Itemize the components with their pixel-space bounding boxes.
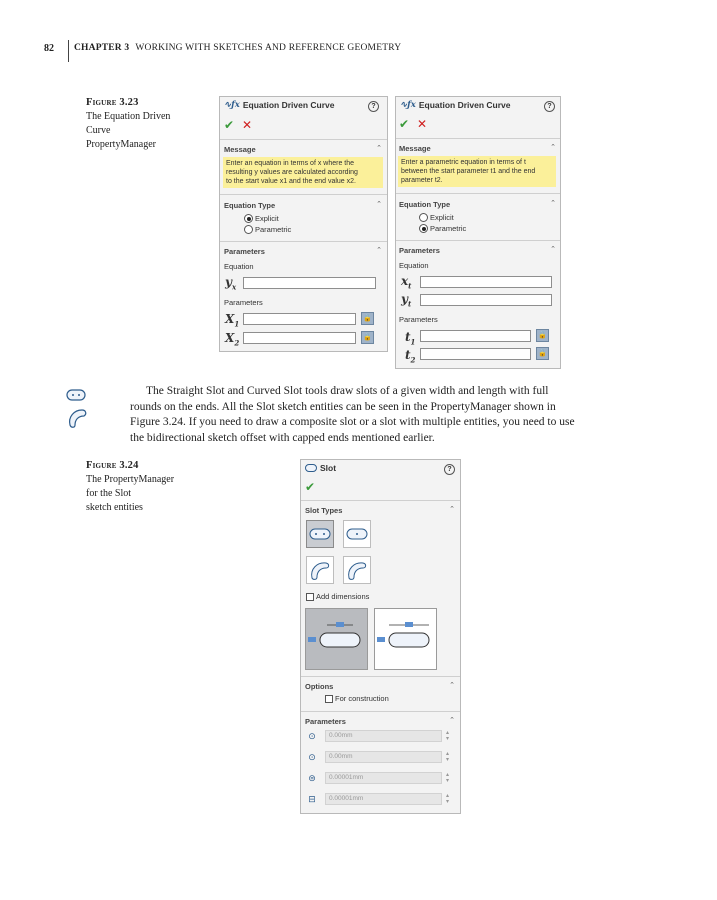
equation-type-heading: Equation Type: [399, 200, 451, 209]
spinner-icon[interactable]: ▴ ▾: [446, 751, 450, 763]
cancel-button[interactable]: ✕: [242, 118, 253, 132]
straight-slot-icon: [66, 389, 86, 401]
paragraph-line: rounds on the ends. All the Slot sketch entities can be seen in the PropertyManager shown in: [130, 400, 556, 413]
parameters-label: Parameters: [224, 298, 263, 307]
ok-button[interactable]: ✔: [224, 118, 235, 132]
message-line: to the start value x1 and the end value x2.: [226, 178, 356, 185]
help-icon[interactable]: ?: [544, 101, 555, 112]
message-heading: Message: [399, 144, 431, 153]
slot-types-heading: Slot Types: [305, 506, 343, 515]
slot-width-input[interactable]: 0.00001mm: [325, 772, 442, 784]
parameters-label: Parameters: [399, 315, 438, 324]
parametric-label: Parametric: [255, 225, 292, 234]
collapse-icon[interactable]: ⌃: [550, 200, 556, 207]
figure-label: Figure 3.24: [86, 460, 139, 471]
panel-title: [400, 100, 511, 110]
panel-title-text: Equation Driven Curve: [242, 100, 335, 110]
message-heading: Message: [224, 145, 256, 154]
straight-slot-icon: [307, 521, 333, 547]
explicit-label: Explicit: [255, 214, 279, 223]
yx-equation-input[interactable]: [243, 277, 376, 289]
yt-equation-input[interactable]: [420, 294, 552, 306]
caption-line: The PropertyManager: [86, 474, 175, 485]
spinner-icon[interactable]: ▴ ▾: [446, 772, 450, 784]
collapse-icon[interactable]: ⌃: [449, 682, 455, 689]
parametric-radio[interactable]: [244, 225, 253, 234]
3point-arc-slot-button[interactable]: [306, 556, 334, 584]
collapse-icon[interactable]: ⌃: [376, 201, 382, 208]
caption-line: The Equation Driven: [86, 111, 171, 122]
collapse-icon[interactable]: ⌃: [376, 145, 382, 152]
for-construction-checkbox[interactable]: [325, 695, 333, 703]
panel-title: [224, 100, 335, 110]
panel-title-text: Equation Driven Curve: [418, 100, 511, 110]
caption-line: PropertyManager: [86, 139, 156, 150]
help-icon[interactable]: ?: [368, 101, 379, 112]
t2-symbol: $t_2$: [405, 348, 416, 365]
message-line: between the start parameter t1 and the end: [401, 168, 536, 175]
3point-arc-slot-icon: [307, 557, 333, 583]
cancel-button[interactable]: ✕: [417, 117, 428, 131]
caption-line: sketch entities: [86, 502, 143, 513]
ok-button[interactable]: ✔: [305, 480, 316, 494]
panel-title: [305, 463, 336, 473]
equation-label: Equation: [399, 261, 429, 270]
options-heading: Options: [305, 682, 334, 691]
slot-length-icon: ⊟: [308, 794, 316, 804]
caption-line: for the Slot: [86, 488, 131, 499]
equation-driven-curve-panel-parametric: [395, 96, 561, 369]
t1-input[interactable]: [420, 330, 531, 342]
running-header: [74, 43, 401, 53]
message-line: Enter a parametric equation in terms of t: [401, 159, 526, 166]
curved-slot-icon: [66, 407, 88, 429]
message-box: [223, 157, 383, 188]
explicit-label: Explicit: [430, 213, 454, 222]
center-x-icon: ⊙: [308, 731, 316, 741]
paragraph-line: The Straight Slot and Curved Slot tools draw slots of a given width and length with full: [146, 385, 549, 397]
figure-3-24-caption: [86, 459, 174, 515]
x2-input[interactable]: [243, 332, 356, 344]
collapse-icon[interactable]: ⌃: [376, 247, 382, 254]
spinner-icon[interactable]: ▴ ▾: [446, 730, 450, 742]
center-y-input[interactable]: 0.00mm: [325, 751, 442, 763]
for-construction-label: For construction: [335, 694, 389, 703]
center-to-center-slot-icon: [306, 609, 367, 669]
straight-slot-button[interactable]: [306, 520, 334, 548]
panel-title-text: Slot: [320, 463, 337, 473]
lock-icon[interactable]: 🔒: [361, 331, 374, 344]
centerpoint-straight-slot-icon: [344, 521, 370, 547]
slot-width-icon: ⊜: [308, 773, 316, 783]
centerpoint-arc-slot-button[interactable]: [343, 556, 371, 584]
figure-3-23-caption: [86, 96, 170, 152]
xt-symbol: $x_t$: [401, 274, 412, 291]
centerpoint-arc-slot-icon: [344, 557, 370, 583]
figure-label: Figure 3.23: [86, 97, 139, 108]
x1-symbol: $X_1$: [225, 312, 240, 329]
xt-equation-input[interactable]: [420, 276, 552, 288]
explicit-radio[interactable]: [419, 213, 428, 222]
message-line: Enter an equation in terms of x where the: [226, 160, 355, 167]
add-dimensions-checkbox[interactable]: [306, 593, 314, 601]
parametric-radio[interactable]: [419, 224, 428, 233]
parameters-heading: Parameters: [399, 246, 440, 255]
paragraph-line: the bidirectional sketch offset with capped ends mentioned earlier.: [130, 431, 435, 444]
slot-icon: [305, 464, 317, 472]
message-line: parameter t2.: [401, 177, 443, 184]
caption-line: Curve: [86, 125, 111, 136]
header-divider: [68, 40, 69, 62]
parametric-label: Parametric: [430, 224, 467, 233]
x2-symbol: $X_2$: [225, 331, 240, 348]
help-icon[interactable]: ?: [444, 464, 455, 475]
lock-icon[interactable]: 🔒: [536, 347, 549, 360]
paragraph-line: Figure 3.24. If you need to draw a composite slot or a slot with multiple entities, you need to use: [130, 416, 575, 428]
explicit-radio[interactable]: [244, 214, 253, 223]
parameters-heading: Parameters: [224, 247, 265, 256]
body-paragraph: [130, 384, 660, 446]
message-line: resulting y values are calculated according: [226, 169, 358, 176]
equation-label: Equation: [224, 262, 254, 271]
collapse-icon[interactable]: ⌃: [550, 144, 556, 151]
lock-icon[interactable]: 🔒: [361, 312, 374, 325]
center-x-input[interactable]: 0.00mm: [325, 730, 442, 742]
overall-length-option[interactable]: [374, 608, 437, 670]
chapter-title: WORKING WITH SKETCHES AND REFERENCE GEOMETRY: [135, 43, 402, 53]
yt-symbol: $y_t$: [401, 292, 412, 309]
slot-length-input[interactable]: 0.00001mm: [325, 793, 442, 805]
collapse-icon[interactable]: ⌃: [449, 717, 455, 724]
center-to-center-option[interactable]: [305, 608, 368, 670]
page-number: 82: [44, 43, 54, 54]
lock-icon[interactable]: 🔒: [536, 329, 549, 342]
add-dimensions-label: Add dimensions: [316, 592, 370, 601]
message-box: [398, 156, 556, 187]
overall-length-slot-icon: [375, 609, 436, 669]
center-y-icon: ⊙: [308, 752, 316, 762]
equation-curve-icon: ∿ƒx: [400, 100, 416, 110]
yx-symbol: $y_x$: [225, 275, 237, 292]
chapter-label: CHAPTER 3: [74, 43, 130, 53]
spinner-icon[interactable]: ▴ ▾: [446, 793, 450, 805]
parameters-heading: Parameters: [305, 717, 346, 726]
equation-curve-icon: ∿ƒx: [224, 100, 240, 110]
x1-input[interactable]: [243, 313, 356, 325]
t2-input[interactable]: [420, 348, 531, 360]
collapse-icon[interactable]: ⌃: [550, 246, 556, 253]
slot-property-manager: [300, 459, 461, 814]
collapse-icon[interactable]: ⌃: [449, 506, 455, 513]
t1-symbol: $t_1$: [405, 330, 416, 347]
equation-driven-curve-panel-explicit: [219, 96, 388, 352]
centerpoint-straight-slot-button[interactable]: [343, 520, 371, 548]
equation-type-heading: Equation Type: [224, 201, 276, 210]
ok-button[interactable]: ✔: [399, 117, 410, 131]
